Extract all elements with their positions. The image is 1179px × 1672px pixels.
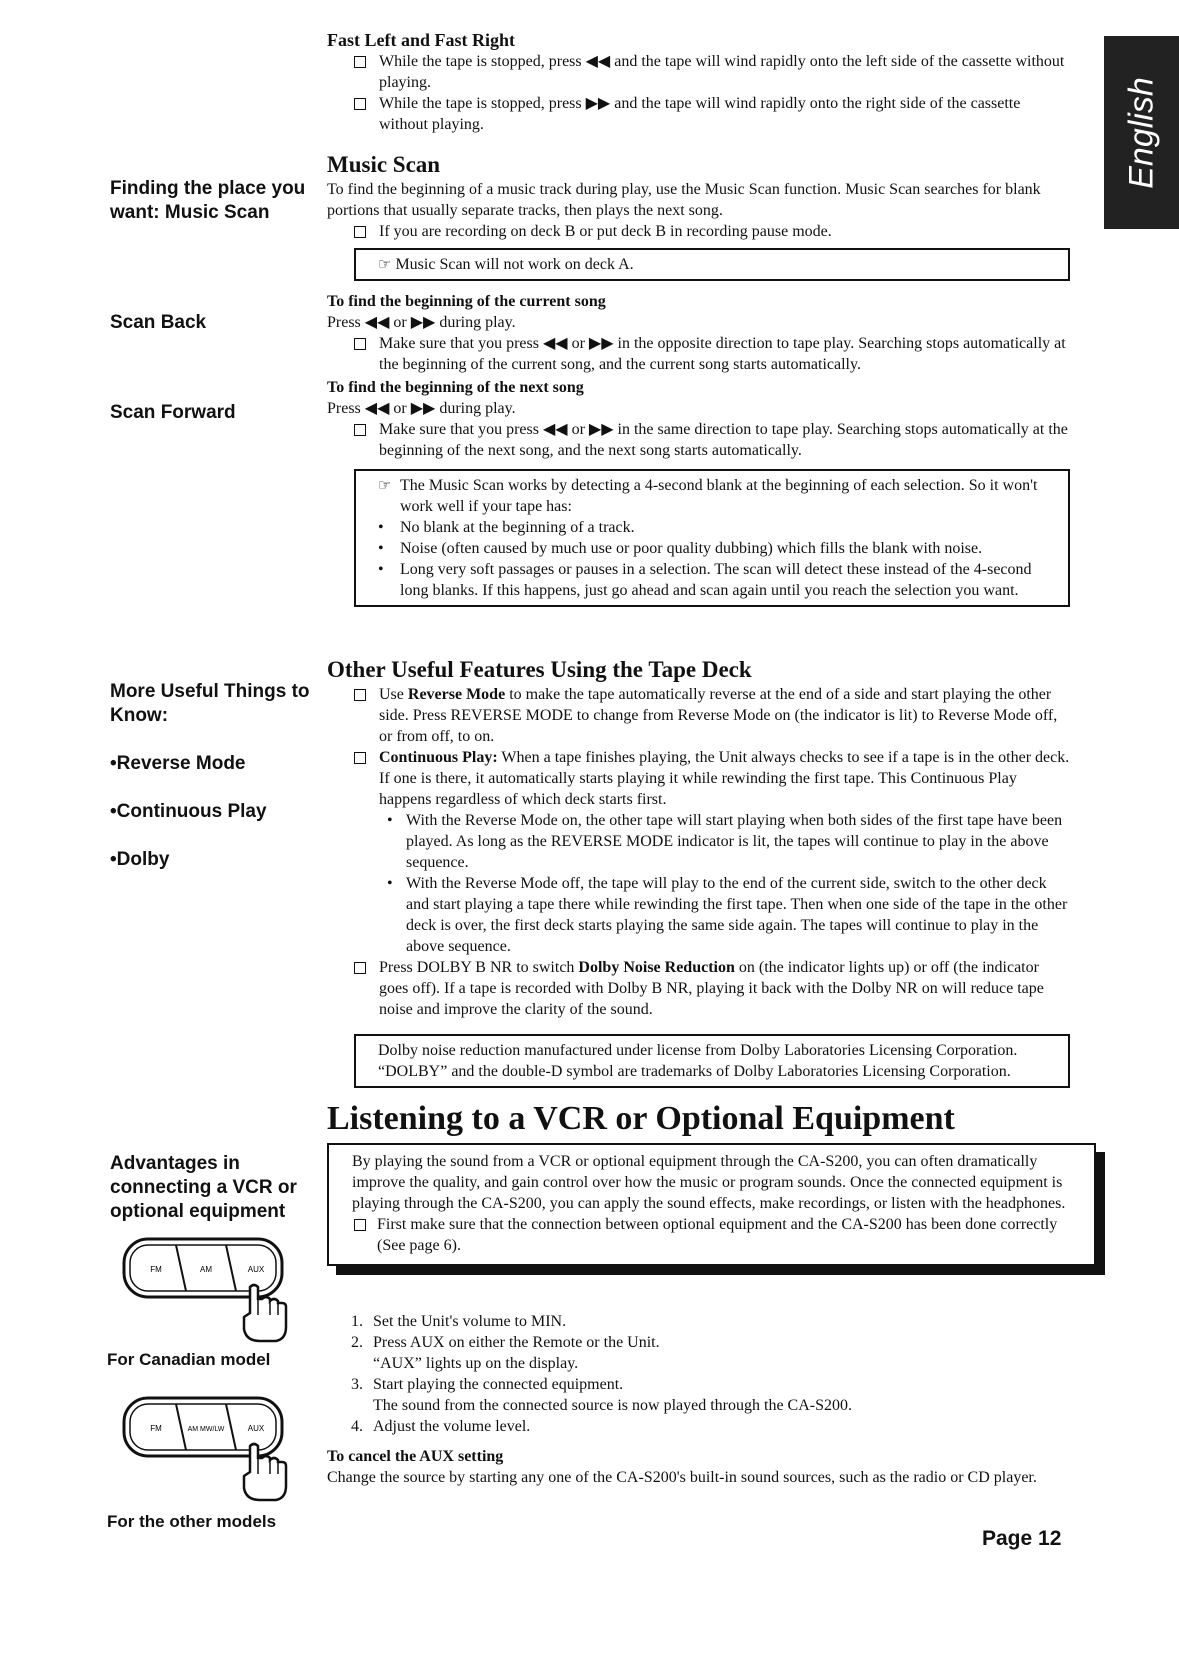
cancel-heading: To cancel the AUX setting — [327, 1448, 504, 1465]
section-cancel-aux — [327, 1446, 1070, 1488]
note-text: Music Scan will not work on deck A. — [395, 256, 634, 273]
dolby-note-box — [354, 1034, 1070, 1088]
checkbox-icon — [354, 689, 366, 701]
pointing-hand-icon — [240, 1442, 290, 1504]
music-scan-heading: Music Scan — [327, 152, 441, 177]
other-heading: Other Useful Features Using the Tape Deck — [327, 657, 752, 682]
list-item: • Long very soft passages or pauses in a selection. The scan will detect these instead of the 4-second long blanks. If this happens, just go ahead and scan again until you reach the selection you want. — [378, 561, 1032, 599]
page-number: Page 12 — [982, 1527, 1062, 1550]
dolby-note-line: “DOLBY” and the double-D symbol are trademarks of Dolby Laboratories Licensing Corporation. — [378, 1063, 1011, 1080]
note-box — [354, 248, 1070, 281]
list-item: First make sure that the connection between optional equipment and the CA-S200 has been done correctly (See page 6). — [352, 1214, 1082, 1256]
checkbox-icon — [354, 226, 366, 238]
list-item: Continuous Play: When a tape finishes playing, the Unit always checks to see if a tape is in the other deck. If one is there, it automatically starts playing it while rewinding the first tape. This Continuous Play happens regardless of which deck starts first. — [327, 747, 1070, 810]
current-song-heading: To find the beginning of the current song — [327, 293, 606, 310]
vcr-intro-box — [327, 1143, 1096, 1266]
note-text: The Music Scan works by detecting a 4-second blank at the beginning of each selection. So it won't work well if your tape has: — [400, 477, 1038, 515]
sidebar-finding-place: Finding the place you want: Music Scan — [110, 178, 306, 223]
language-tab-label: English — [1122, 76, 1160, 189]
sidebar-continuous-play: •Continuous Play — [110, 801, 267, 822]
sidebar-reverse-mode: •Reverse Mode — [110, 753, 246, 774]
panel-other-am: AM MW/LW — [187, 1426, 225, 1433]
vcr-heading: Listening to a VCR or Optional Equipment — [327, 1100, 955, 1137]
list-item: Make sure that you press ◀◀ or ▶▶ in the opposite direction to tape play. Searching stops automatically at the beginning of the current song, and the current song starts automatically. — [327, 333, 1070, 375]
checkbox-icon — [354, 752, 366, 764]
vcr-intro: By playing the sound from a VCR or optional equipment through the CA-S200, you can often dramatically improve the quality, and gain control over how the music or program sounds. Once the connected equipment is playing through the CA-S200, you can apply the sound effects, make recordings, or listen with the headphones. — [352, 1153, 1066, 1212]
sidebar-dolby: •Dolby — [110, 849, 170, 870]
sidebar-scan-forward: Scan Forward — [110, 402, 236, 423]
caption-other: For the other models — [107, 1512, 277, 1531]
checkbox-icon — [354, 56, 366, 68]
caption-canadian: For Canadian model — [107, 1350, 271, 1369]
pointing-hand-icon: ☞ — [378, 255, 392, 273]
checkbox-icon — [354, 338, 366, 350]
dolby-note-line: Dolby noise reduction manufactured under license from Dolby Laboratories Licensing Corporation. — [378, 1042, 1018, 1059]
pointing-hand-icon — [240, 1283, 290, 1345]
checkbox-icon — [354, 1219, 366, 1231]
checkbox-icon — [354, 98, 366, 110]
cancel-text: Change the source by starting any one of the CA-S200's built-in sound sources, such as the radio or CD player. — [327, 1469, 1037, 1486]
section-vcr — [327, 1099, 1107, 1139]
panel-canadian-aux: AUX — [247, 1265, 265, 1274]
section-other-features — [327, 656, 1070, 1088]
step-item: 1. Set the Unit's volume to MIN. — [351, 1313, 567, 1330]
step-item: 4. Adjust the volume level. — [351, 1418, 531, 1435]
note-box — [354, 469, 1070, 607]
list-item: Press DOLBY B NR to switch Dolby Noise Reduction on (the indicator lights up) or off (the indicator goes off). If a tape is recorded with Dolby B NR, playing it back with the Dolby NR on will reduce tape noise and improve the clarity of the sound. — [327, 957, 1070, 1020]
fast-heading: Fast Left and Fast Right — [327, 30, 515, 50]
music-scan-intro: To find the beginning of a music track during play, use the Music Scan function. Music Scan searches for blank portions that usually separate tracks, then plays the next song. — [327, 181, 1041, 219]
next-song-press: Press ◀◀ or ▶▶ during play. — [327, 400, 516, 417]
sidebar-scan-back: Scan Back — [110, 312, 207, 333]
pointing-hand-icon: ☞ — [378, 476, 392, 494]
vcr-steps — [351, 1311, 1071, 1437]
next-song-heading: To find the beginning of the next song — [327, 379, 584, 396]
panel-canadian-am: AM — [200, 1265, 212, 1274]
list-item: • No blank at the beginning of a track. — [378, 519, 635, 536]
sidebar-more-useful: More Useful Things to Know: — [110, 681, 310, 726]
sidebar-advantages: Advantages in connecting a VCR or optional equipment — [110, 1153, 297, 1222]
step-item: 3. Start playing the connected equipment. The sound from the connected source is now played through the CA-S200. — [351, 1376, 853, 1414]
panel-other-fm: FM — [150, 1424, 162, 1433]
list-item: • Noise (often caused by much use or poor quality dubbing) which fills the blank with noise. — [378, 540, 983, 557]
step-item: 2. Press AUX on either the Remote or the Unit. “AUX” lights up on the display. — [351, 1334, 660, 1372]
panel-other-aux: AUX — [247, 1424, 265, 1433]
panel-canadian-fm: FM — [150, 1265, 162, 1274]
list-item: Use Reverse Mode to make the tape automatically reverse at the end of a side and start playing the other side. Press REVERSE MODE to change from Reverse Mode on (the indicator is lit) to Reverse Mode off, or from off, to on. — [327, 684, 1070, 747]
list-item: • With the Reverse Mode on, the other tape will start playing when both sides of the first tape have been played. As long as the REVERSE MODE indicator is lit, the tapes will continue to play in the above sequence. — [387, 812, 1063, 871]
list-item: While the tape is stopped, press ◀◀ and the tape will wind rapidly onto the left side of the cassette without playing. — [327, 51, 1070, 93]
checkbox-icon — [354, 962, 366, 974]
checkbox-icon — [354, 424, 366, 436]
section-music-scan — [327, 151, 1070, 607]
current-song-press: Press ◀◀ or ▶▶ during play. — [327, 314, 516, 331]
section-fast — [327, 29, 1070, 135]
list-item: While the tape is stopped, press ▶▶ and the tape will wind rapidly onto the right side of the cassette without playing. — [327, 93, 1070, 135]
language-tab — [1104, 36, 1179, 229]
list-item: • With the Reverse Mode off, the tape will play to the end of the current side, switch to the other deck and start playing a tape there while rewinding the first tape. Then when one side of the tape in the other deck is over, the first deck starts playing the same side again. The tapes will continue to play in the above sequence. — [387, 875, 1068, 955]
list-item: If you are recording on deck B or put deck B in recording pause mode. — [327, 221, 1070, 242]
list-item: Make sure that you press ◀◀ or ▶▶ in the same direction to tape play. Searching stops automatically at the beginning of the next song, and the next song starts automatically. — [327, 419, 1070, 461]
